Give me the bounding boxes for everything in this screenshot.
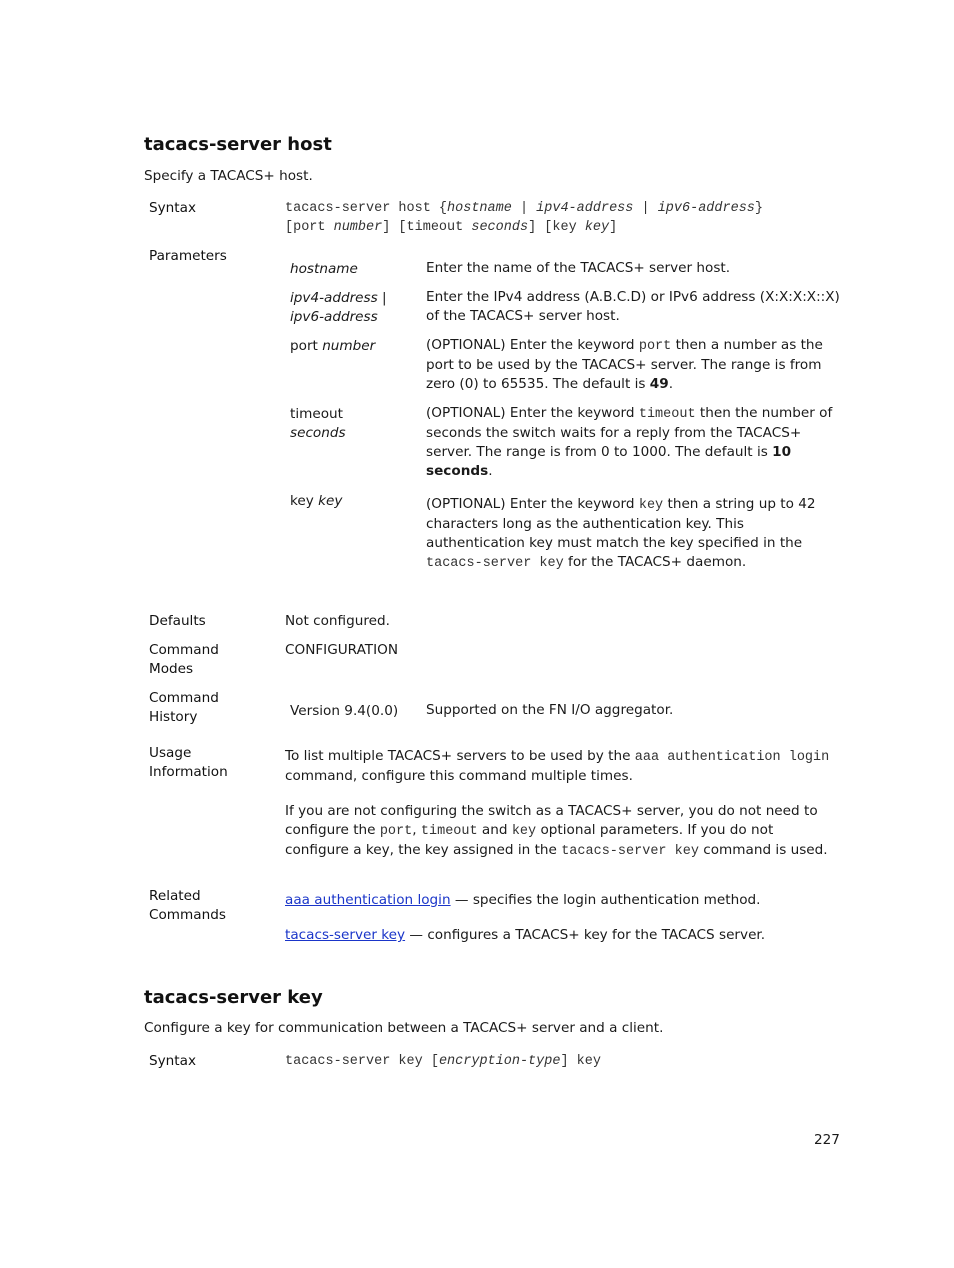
syntax-label: Syntax — [149, 200, 196, 216]
param-desc-key-line1: (OPTIONAL) Enter the keyword key then a string up to 42 — [426, 496, 816, 513]
param-desc-port-line1: (OPTIONAL) Enter the keyword port then a number as the — [426, 337, 823, 354]
param-desc-timeout-line1: (OPTIONAL) Enter the keyword timeout then the number of — [426, 405, 833, 422]
param-name-port: port number — [290, 338, 376, 354]
usage-p2-line3: configure a key, the key assigned in the tacacs-server key command is used. — [285, 842, 828, 859]
param-desc-ipv4-line2: of the TACACS+ server host. — [426, 308, 620, 324]
param-name-timeout-arg: seconds — [290, 425, 346, 441]
modes-label-line1: Command — [149, 642, 219, 658]
modes-label-line2: Modes — [149, 661, 194, 677]
related-link-tacacs-server-key[interactable]: tacacs-server key — [285, 927, 406, 943]
section-description-host: Specify a TACACS+ host. — [144, 168, 313, 184]
modes-value: CONFIGURATION — [285, 642, 398, 658]
usage-p1-line1: To list multiple TACACS+ servers to be used by the aaa authentication login — [285, 748, 830, 765]
related-item: tacacs-server key — configures a TACACS+ key for the TACACS server. — [285, 927, 766, 943]
param-desc-hostname: Enter the name of the TACACS+ server host. — [426, 260, 731, 276]
related-link-aaa-authentication-login[interactable]: aaa authentication login — [285, 892, 451, 908]
param-desc-timeout-line2: seconds the switch waits for a reply from the TACACS+ — [426, 425, 802, 441]
param-desc-key-line3: authentication key must match the key specified in the — [426, 535, 803, 551]
page-number: 227 — [814, 1132, 840, 1148]
param-name-ipv4: ipv4-address | — [290, 290, 387, 306]
param-desc-key-line4: tacacs-server key for the TACACS+ daemon. — [426, 554, 747, 571]
syntax-line-1: tacacs-server host {hostname | ipv4-address | ipv6-address} — [285, 201, 764, 216]
related-item: aaa authentication login — specifies the login authentication method. — [285, 892, 761, 908]
usage-p2-line1: If you are not configuring the switch as a TACACS+ server, you do not need to — [285, 803, 818, 819]
usage-label-line1: Usage — [149, 745, 192, 761]
usage-p1-line2: command, configure this command multiple times. — [285, 768, 633, 784]
section-heading-host: tacacs-server host — [144, 134, 332, 155]
section-description-key: Configure a key for communication between a TACACS+ server and a client. — [144, 1020, 664, 1036]
usage-label-line2: Information — [149, 764, 228, 780]
section-heading-key: tacacs-server key — [144, 987, 323, 1008]
defaults-value: Not configured. — [285, 613, 390, 629]
param-desc-timeout-line4: seconds. — [426, 463, 493, 479]
related-label-line1: Related — [149, 888, 201, 904]
history-label-line2: History — [149, 709, 198, 725]
param-desc-port-line3: zero (0) to 65535. The default is 49. — [426, 376, 674, 392]
syntax-label-key: Syntax — [149, 1053, 196, 1069]
param-name-timeout: timeout — [290, 406, 343, 422]
param-desc-port-line2: port to be used by the TACACS+ server. The range is from — [426, 357, 822, 373]
related-label-line2: Commands — [149, 907, 226, 923]
history-version: Version 9.4(0.0) — [290, 703, 399, 719]
syntax-line-2: [port number] [timeout seconds] [key key] — [285, 220, 618, 235]
param-name-key: key key — [290, 493, 343, 509]
param-name-ipv6: ipv6-address — [290, 309, 378, 325]
syntax-line-key: tacacs-server key [encryption-type] key — [285, 1054, 601, 1069]
history-desc: Supported on the FN I/O aggregator. — [426, 702, 674, 718]
parameters-label: Parameters — [149, 248, 227, 264]
defaults-label: Defaults — [149, 613, 206, 629]
history-label-line1: Command — [149, 690, 219, 706]
param-name-hostname: hostname — [290, 261, 358, 277]
param-desc-ipv4-line1: Enter the IPv4 address (A.B.C.D) or IPv6 address (X:X:X:X::X) — [426, 289, 840, 305]
usage-p2-line2: configure the port, timeout and key optional parameters. If you do not — [285, 822, 774, 839]
param-desc-timeout-line3: server. The range is from 0 to 1000. The default is 10 — [426, 444, 792, 460]
param-desc-key-line2: characters long as the authentication key. This — [426, 516, 744, 532]
